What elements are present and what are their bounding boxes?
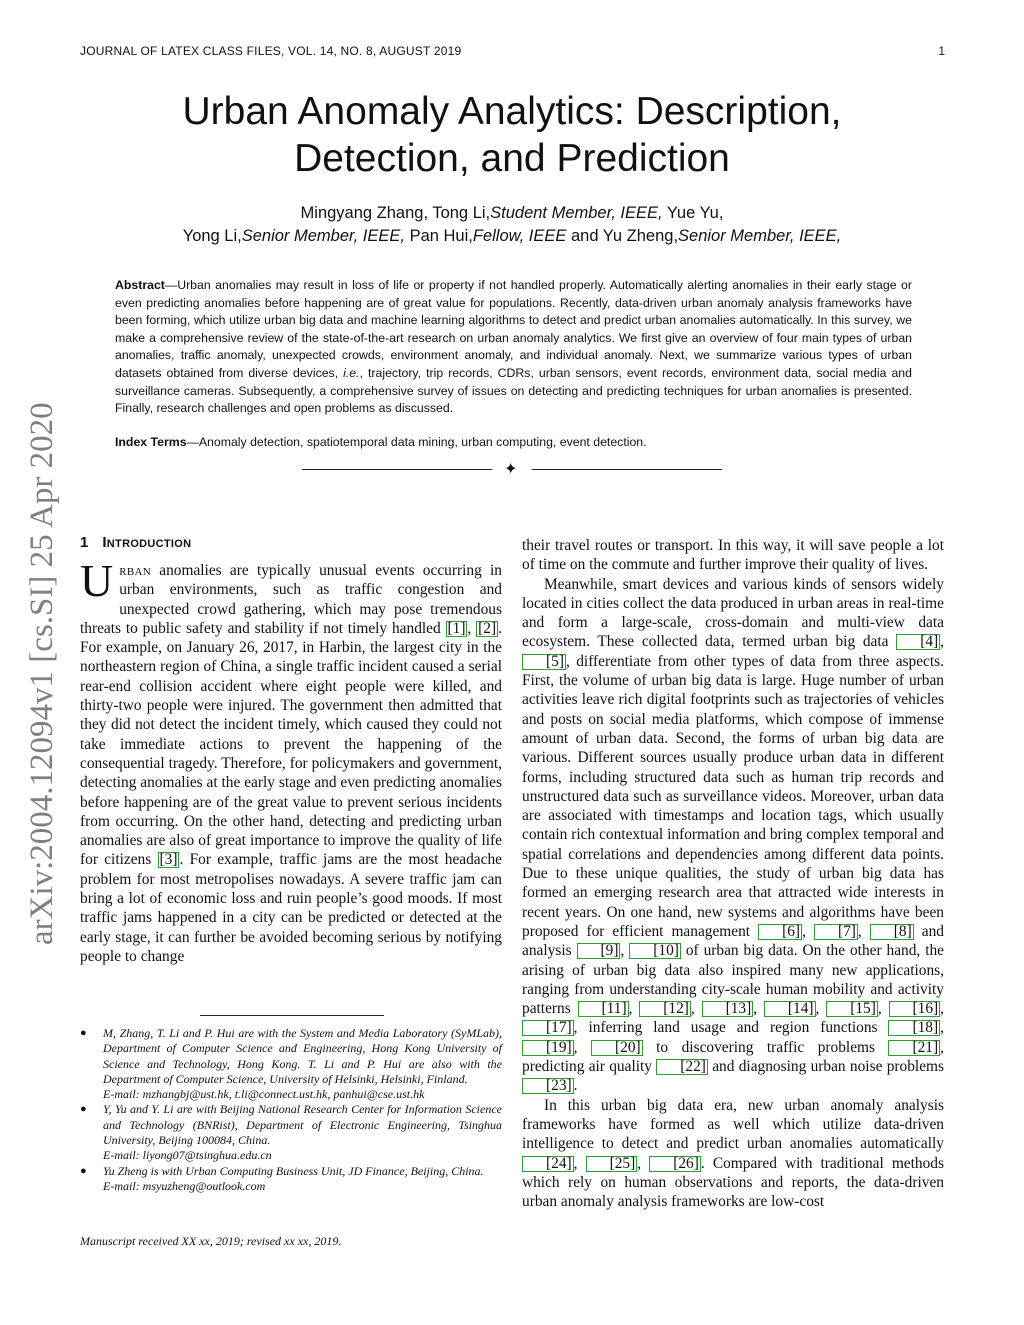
divider-line-right	[532, 469, 722, 470]
citation-link[interactable]: [15]	[826, 1001, 878, 1017]
citation-link[interactable]: [16]	[889, 1001, 941, 1017]
arxiv-identifier-watermark[interactable]: arXiv:2004.12094v1 [cs.SI] 25 Apr 2020	[24, 402, 60, 945]
citation-link[interactable]: [18]	[888, 1020, 940, 1036]
author-3-role: Senior Member, IEEE,	[241, 227, 405, 245]
citation-link[interactable]: [22]	[656, 1059, 708, 1075]
footnote-1	[80, 1026, 502, 1102]
running-head: JOURNAL OF LATEX CLASS FILES, VOL. 14, NO. 8, AUGUST 2019	[80, 44, 462, 58]
separator: ,	[628, 1000, 640, 1018]
left-column	[80, 555, 502, 966]
citation-link[interactable]: [26]	[649, 1156, 701, 1172]
separator: ,	[573, 1038, 591, 1056]
body-text: , differentiate from other types of data from three aspects. First, the volume of urban big data is large. Huge number of urban activities leave rich digital footprints such as trajectories of vehicles and posts on social media platforms, which compose of immense amount of urban data. Second, the forms of urban big data are various. Different sources usually produce urban data in different forms, including structured data such as human trip records and unstructured data such as surveillance videos. Moreover, urban data are associated with timestamps and location tags, which usually contain rich contextual information and bring complex temporal and spatial correlations and dependencies among different data points. Due to these unique qualities, the study of urban big data has formed an emerging research area that attracted wide interests in recent years. On one hand, new systems and algorithms have been proposed for efficient management	[522, 652, 944, 940]
right-paragraph-1	[522, 575, 944, 1096]
citation-link[interactable]: [6]	[758, 924, 802, 940]
author-line-1	[90, 202, 934, 225]
footnote-email: E-mail: liyong07@tsinghua.edu.cn	[103, 1148, 272, 1163]
separator: ,	[815, 1000, 827, 1018]
citation-link[interactable]: [3]	[159, 851, 178, 869]
author-1-role: Student Member, IEEE,	[490, 204, 663, 222]
citation-link[interactable]: [9]	[577, 943, 621, 959]
author-1: Mingyang Zhang, Tong Li,	[300, 204, 491, 222]
body-text: anomalies are typically unusual events occurring in urban environments, such as traffic congestion and unexpected crowd gathering, which may pose tremendous threats to public safety and stability if not timely handled	[80, 562, 502, 637]
separator: ,	[857, 922, 870, 940]
author-list	[90, 202, 934, 248]
citation-link[interactable]: [17]	[522, 1020, 574, 1036]
author-3: Yong Li,	[182, 227, 242, 245]
body-text: .	[573, 1077, 578, 1095]
footnote-text: Yu Zheng is with Urban Computing Business Unit, JD Finance, Beijing, China.	[103, 1163, 484, 1178]
page-number: 1	[938, 44, 945, 58]
citation-link[interactable]: [19]	[522, 1040, 574, 1056]
author-4-role: Fellow, IEEE	[472, 227, 567, 245]
separator: ,	[620, 942, 630, 960]
index-terms	[115, 434, 912, 451]
body-text: , predicting air quality	[522, 1038, 944, 1076]
title-line-2: Detection, and Prediction	[294, 137, 730, 180]
abstract-label: Abstract	[115, 278, 165, 292]
body-text: In this urban big data era, new urban anomaly analysis frameworks have formed as well which utilize data-driven intelligence to detect and predict urban anomalies automatically	[522, 1096, 944, 1153]
body-text: and diagnosing urban noise problems	[707, 1058, 944, 1076]
section-divider	[302, 459, 722, 478]
citation-link[interactable]: [7]	[814, 924, 858, 940]
body-text: . For example, on January 26, 2017, in Harbin, the largest city in the northeastern region of China, a single traffic incident caused a serial rear-end collision accident where eight people were killed, and thirty-two people were injured. The government then admitted that they did not detect the incident timely, which caused they could not take immediate actions to prevent the happening of the consequential tragedy. Therefore, for policymakers and government, detecting anomalies at the early stage and even predicting anomalies before happening are of the great value to prevent serious incidents from occurring. On the other hand, detecting and predicting urban anomalies are also of great importance to improve the quality of life for citizens	[80, 619, 502, 869]
abstract-text-b: , trajectory, trip records, CDRs, urban sensors, event records, environment data, social media and surveillance cameras. Subsequently, a comprehensive survey of issues on detecting and predicting techniques for urban anomalies is presented. Finally, research challenges and open problems as discussed.	[115, 365, 912, 416]
index-terms-text: —Anomaly detection, spatiotemporal data mining, urban computing, event detection.	[186, 435, 647, 449]
footnote-email: E-mail: mzhangbj@ust.hk, t.li@connect.ust.hk, panhui@cse.ust.hk	[103, 1087, 425, 1102]
body-text: Meanwhile, smart devices and various kinds of sensors widely located in cities collect the data produced in urban areas in real-time and form a large-scale, cross-domain and multi-view data ecosystem. These collected data, termed urban big data	[522, 575, 944, 651]
footnote-3	[80, 1164, 502, 1195]
diamond-star-icon: ✦	[504, 459, 518, 478]
section-heading	[80, 534, 191, 551]
citation-link[interactable]: [25]	[586, 1156, 638, 1172]
citation-link[interactable]: [14]	[764, 1001, 816, 1017]
citation-link[interactable]: [24]	[522, 1156, 574, 1172]
separator: ,	[753, 1000, 764, 1018]
smallcaps-lead: rban	[119, 562, 151, 579]
right-column	[522, 536, 944, 1211]
right-paragraph-2	[522, 1096, 944, 1212]
citation-link[interactable]: [5]	[522, 654, 566, 670]
citation-link[interactable]: [13]	[702, 1001, 754, 1017]
title-line-1: Urban Anomaly Analytics: Description,	[182, 90, 842, 133]
separator: ,	[877, 1000, 889, 1018]
bullet-icon: ●	[80, 1027, 87, 1039]
body-text: of urban big data. On the other hand, the arising of urban big data also inspired many new applications, ranging from understanding city-scale human mobility and activity patterns	[522, 942, 945, 1018]
citation-link[interactable]: [4]	[896, 634, 940, 650]
body-text: to discovering traffic problems	[642, 1038, 889, 1056]
intro-paragraph-1	[80, 555, 502, 966]
footnote-text: M, Zhang, T. Li and P. Hui are with the System and Media Laboratory (SyMLab), Department of Computer Science and Engineering, Hong Kong University of Science and Technology, Hong Kong. T. Li and P. Hui are also with the Department of Computer Science, University of Helsinki, Helsinki, Finland.	[103, 1026, 502, 1086]
citation-link[interactable]: [10]	[629, 943, 681, 959]
section-number: 1	[80, 534, 89, 551]
author-2: Yue Yu,	[662, 204, 724, 222]
author-5-role: Senior Member, IEEE,	[678, 227, 842, 245]
section-title: Introduction	[102, 534, 192, 551]
footnotes	[80, 1026, 502, 1194]
separator: ,	[940, 1000, 945, 1018]
right-paragraph-0: their travel routes or transport. In this way, it will save people a lot of time on the commute and further improve their quality of lives.	[522, 537, 944, 574]
paper-title	[100, 88, 924, 182]
body-text: . Compared with traditional methods which rely on human observations and reports, the data-driven urban anomaly analysis frameworks are low-cost	[522, 1154, 944, 1211]
bullet-icon: ●	[80, 1164, 87, 1177]
footnote-2	[80, 1102, 502, 1163]
author-4: Pan Hui,	[404, 227, 473, 245]
citation-link[interactable]: [1]	[447, 619, 466, 637]
citation-link[interactable]: [21]	[888, 1040, 940, 1056]
separator: ,	[940, 633, 944, 651]
author-5: and Yu Zheng,	[566, 227, 679, 245]
separator: ,	[940, 1019, 944, 1037]
citation-link[interactable]: [11]	[578, 1001, 629, 1017]
author-line-2	[90, 225, 934, 248]
footnote-email: E-mail: msyuzheng@outlook.com	[103, 1178, 266, 1193]
abstract-text-a: —Urban anomalies may result in loss of life or property if not handled properly. Automatically alerting anomalies in their early stage or even predicting anomalies before happening are of great value for populations. Recently, data-driven urban anomaly analysis frameworks have been forming, which utilize urban big data and machine learning algorithms to detect and predict urban anomalies automatically. In this survey, we make a comprehensive review of the state-of-the-art research on urban anomaly analytics. We first give an overview of four main types of urban anomalies, traffic anomaly, unexpected crowds, environment anomaly, and individual anomaly. Next, we summarize various types of urban datasets obtained from diverse devices,	[115, 278, 912, 380]
separator: ,	[467, 619, 477, 637]
separator: ,	[573, 1154, 586, 1172]
drop-cap: U	[80, 555, 114, 606]
footnote-rule	[200, 1015, 384, 1016]
manuscript-note: Manuscript received XX xx, 2019; revised xx xx, 2019.	[80, 1234, 342, 1248]
citation-link[interactable]: [8]	[870, 924, 914, 940]
body-text: . For example, traffic jams are the most headache problem for most metropolises nowadays. A severe traffic jam can bring a lot of economic loss and ruin people’s good moods. If most traffic jams happened in a city can be predicted or detected at the early stage, it can further be avoided becoming serious by notifying people to change	[80, 851, 502, 965]
body-text: , inferring land usage and region functions	[573, 1019, 889, 1037]
body-text: and analysis	[522, 922, 945, 960]
separator: ,	[690, 1000, 702, 1018]
footnote-text: Y, Yu and Y. Li are with Beijing National Research Center for Information Science and Technology (BNRist), Department of Electronic Engineering, Tsinghua University, Beijing 100084, China.	[103, 1102, 502, 1148]
index-terms-label: Index Terms	[115, 435, 187, 449]
separator: ,	[637, 1154, 650, 1172]
citation-link[interactable]: [12]	[639, 1001, 691, 1017]
citation-link[interactable]: [20]	[591, 1040, 643, 1056]
abstract	[115, 277, 912, 418]
bullet-icon: ●	[80, 1103, 87, 1116]
divider-line-left	[302, 469, 492, 470]
citation-link[interactable]: [2]	[478, 619, 497, 637]
citation-link[interactable]: [23]	[522, 1078, 574, 1094]
abstract-ie: i.e.	[343, 365, 360, 380]
separator: ,	[802, 922, 814, 940]
